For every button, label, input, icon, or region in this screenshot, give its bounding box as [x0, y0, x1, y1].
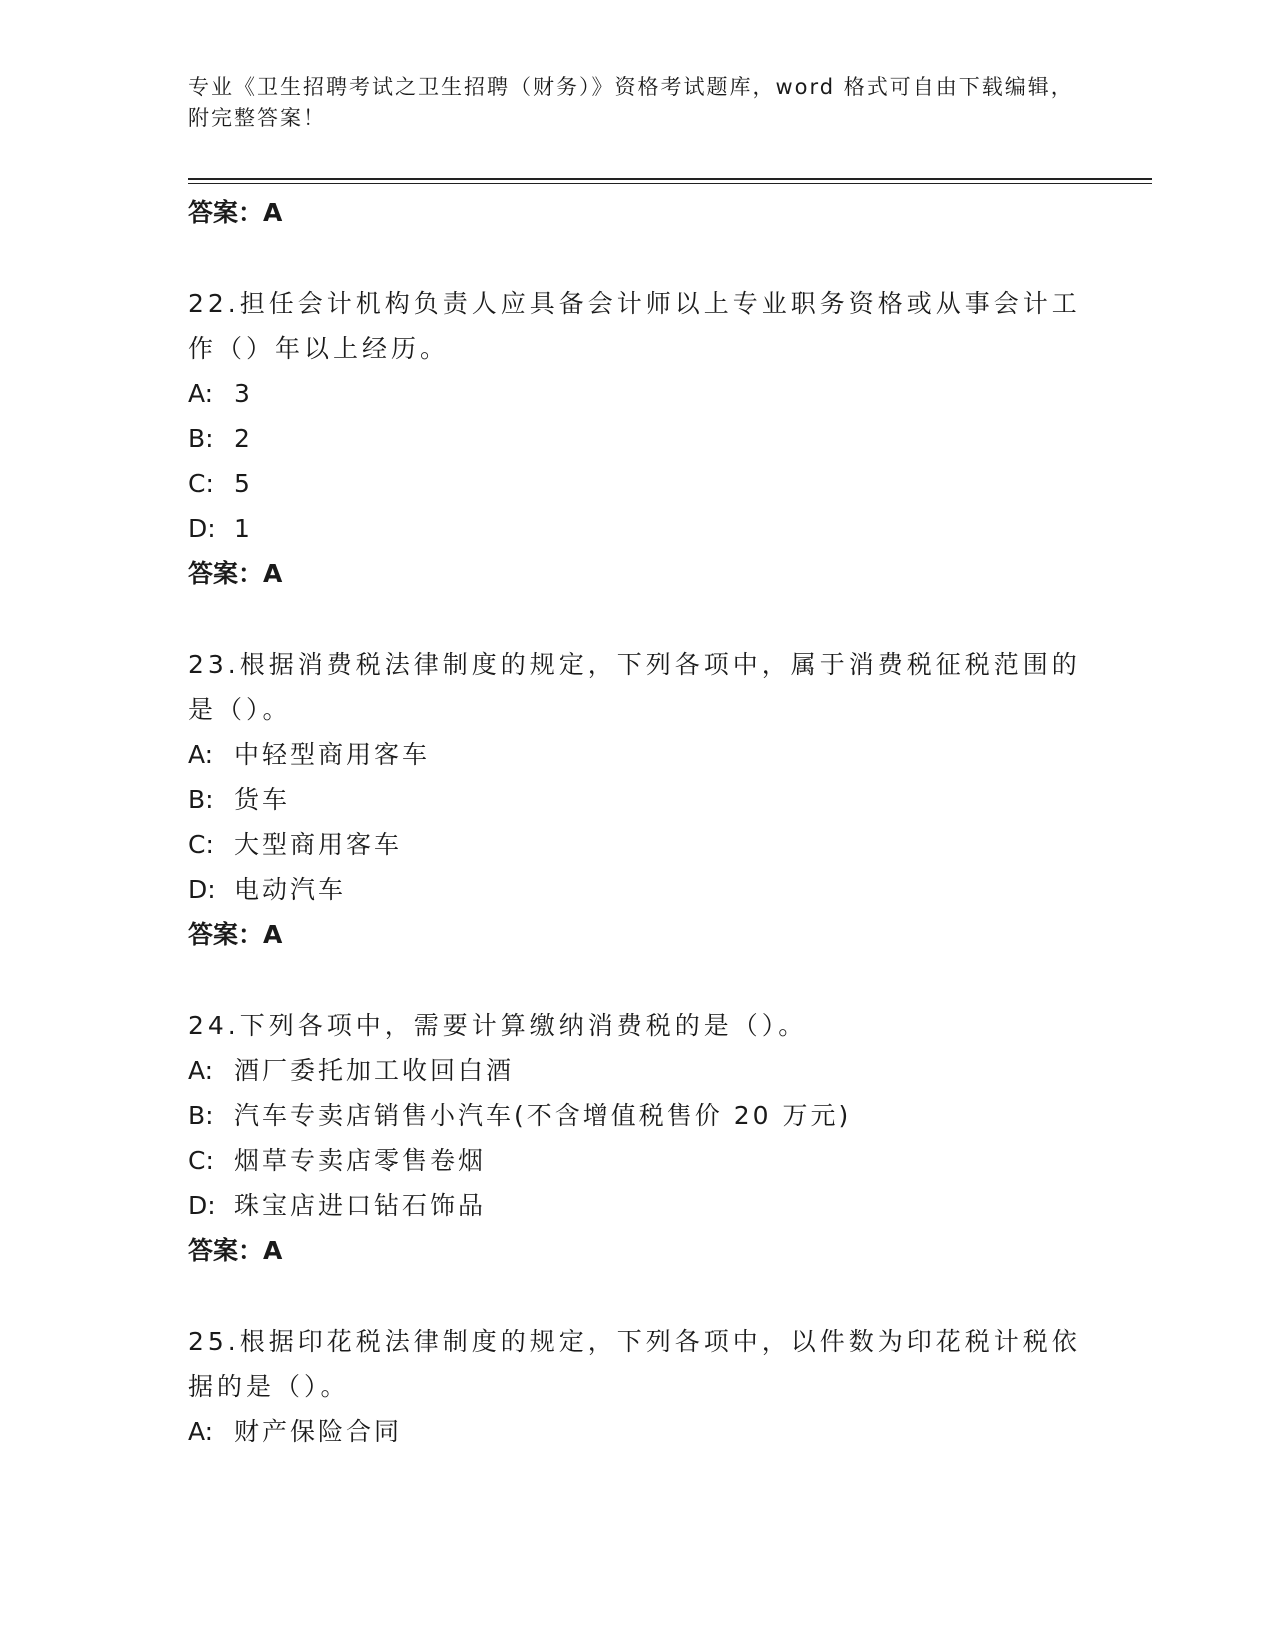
option-text: 财产保险合同: [234, 1417, 403, 1446]
option-text: 3: [234, 379, 253, 408]
option-text: 5: [234, 469, 253, 498]
option-d: [188, 1183, 1088, 1228]
question-stem: 25.根据印花税法律制度的规定，下列各项中，以件数为印花税计税依据的是（）。: [188, 1327, 1081, 1401]
option-letter: A:: [188, 1056, 214, 1085]
option-text: 大型商用客车: [234, 830, 403, 859]
question-stem: 23.根据消费税法律制度的规定，下列各项中，属于消费税征税范围的是（）。: [188, 650, 1081, 724]
document-header: 专业《卫生招聘考试之卫生招聘（财务）》资格考试题库，word 格式可自由下载编辑，附完整答案！: [188, 75, 1074, 130]
option-a: [188, 1048, 1088, 1093]
option-d: [188, 867, 1088, 912]
option-text: 酒厂委托加工收回白酒: [234, 1056, 515, 1085]
option-letter: B:: [188, 785, 214, 814]
option-text: 1: [234, 514, 253, 543]
option-b: [188, 1093, 1088, 1138]
question-item: [188, 1319, 1088, 1454]
option-text: 中轻型商用客车: [234, 740, 431, 769]
option-letter: D:: [188, 1191, 216, 1220]
question-item: [188, 1003, 1088, 1273]
option-text: 汽车专卖店销售小汽车(不含增值税售价 20 万元): [234, 1101, 852, 1130]
answer-line: 答案：A: [188, 559, 283, 588]
option-text: 电动汽车: [234, 875, 347, 904]
option-c: [188, 822, 1088, 867]
option-letter: A:: [188, 379, 214, 408]
option-letter: B:: [188, 1101, 214, 1130]
option-b: [188, 416, 1088, 461]
answer-line: 答案：A: [188, 1236, 283, 1265]
question-list: [188, 190, 1088, 1454]
header-divider-thin: [188, 183, 1152, 184]
option-letter: B:: [188, 424, 214, 453]
option-letter: C:: [188, 1146, 214, 1175]
option-c: [188, 461, 1088, 506]
question-item: [188, 642, 1088, 957]
answer-line: 答案：A: [188, 920, 283, 949]
question-item: [188, 281, 1088, 596]
option-c: [188, 1138, 1088, 1183]
option-text: 货车: [234, 785, 291, 814]
option-letter: A:: [188, 1417, 214, 1446]
answer-line: 答案：A: [188, 198, 283, 227]
option-a: [188, 1409, 1088, 1454]
header-divider: [188, 178, 1152, 180]
option-text: 珠宝店进口钻石饰品: [234, 1191, 487, 1220]
option-text: 烟草专卖店零售卷烟: [234, 1146, 487, 1175]
option-letter: C:: [188, 469, 214, 498]
option-text: 2: [234, 424, 253, 453]
option-b: [188, 777, 1088, 822]
option-a: [188, 732, 1088, 777]
option-a: [188, 371, 1088, 416]
option-letter: A:: [188, 740, 214, 769]
option-d: [188, 506, 1088, 551]
option-letter: D:: [188, 514, 216, 543]
question-stem: 24.下列各项中，需要计算缴纳消费税的是（）。: [188, 1011, 808, 1040]
question-stem: 22.担任会计机构负责人应具备会计师以上专业职务资格或从事会计工作（）年以上经历。: [188, 289, 1081, 363]
option-letter: D:: [188, 875, 216, 904]
option-letter: C:: [188, 830, 214, 859]
